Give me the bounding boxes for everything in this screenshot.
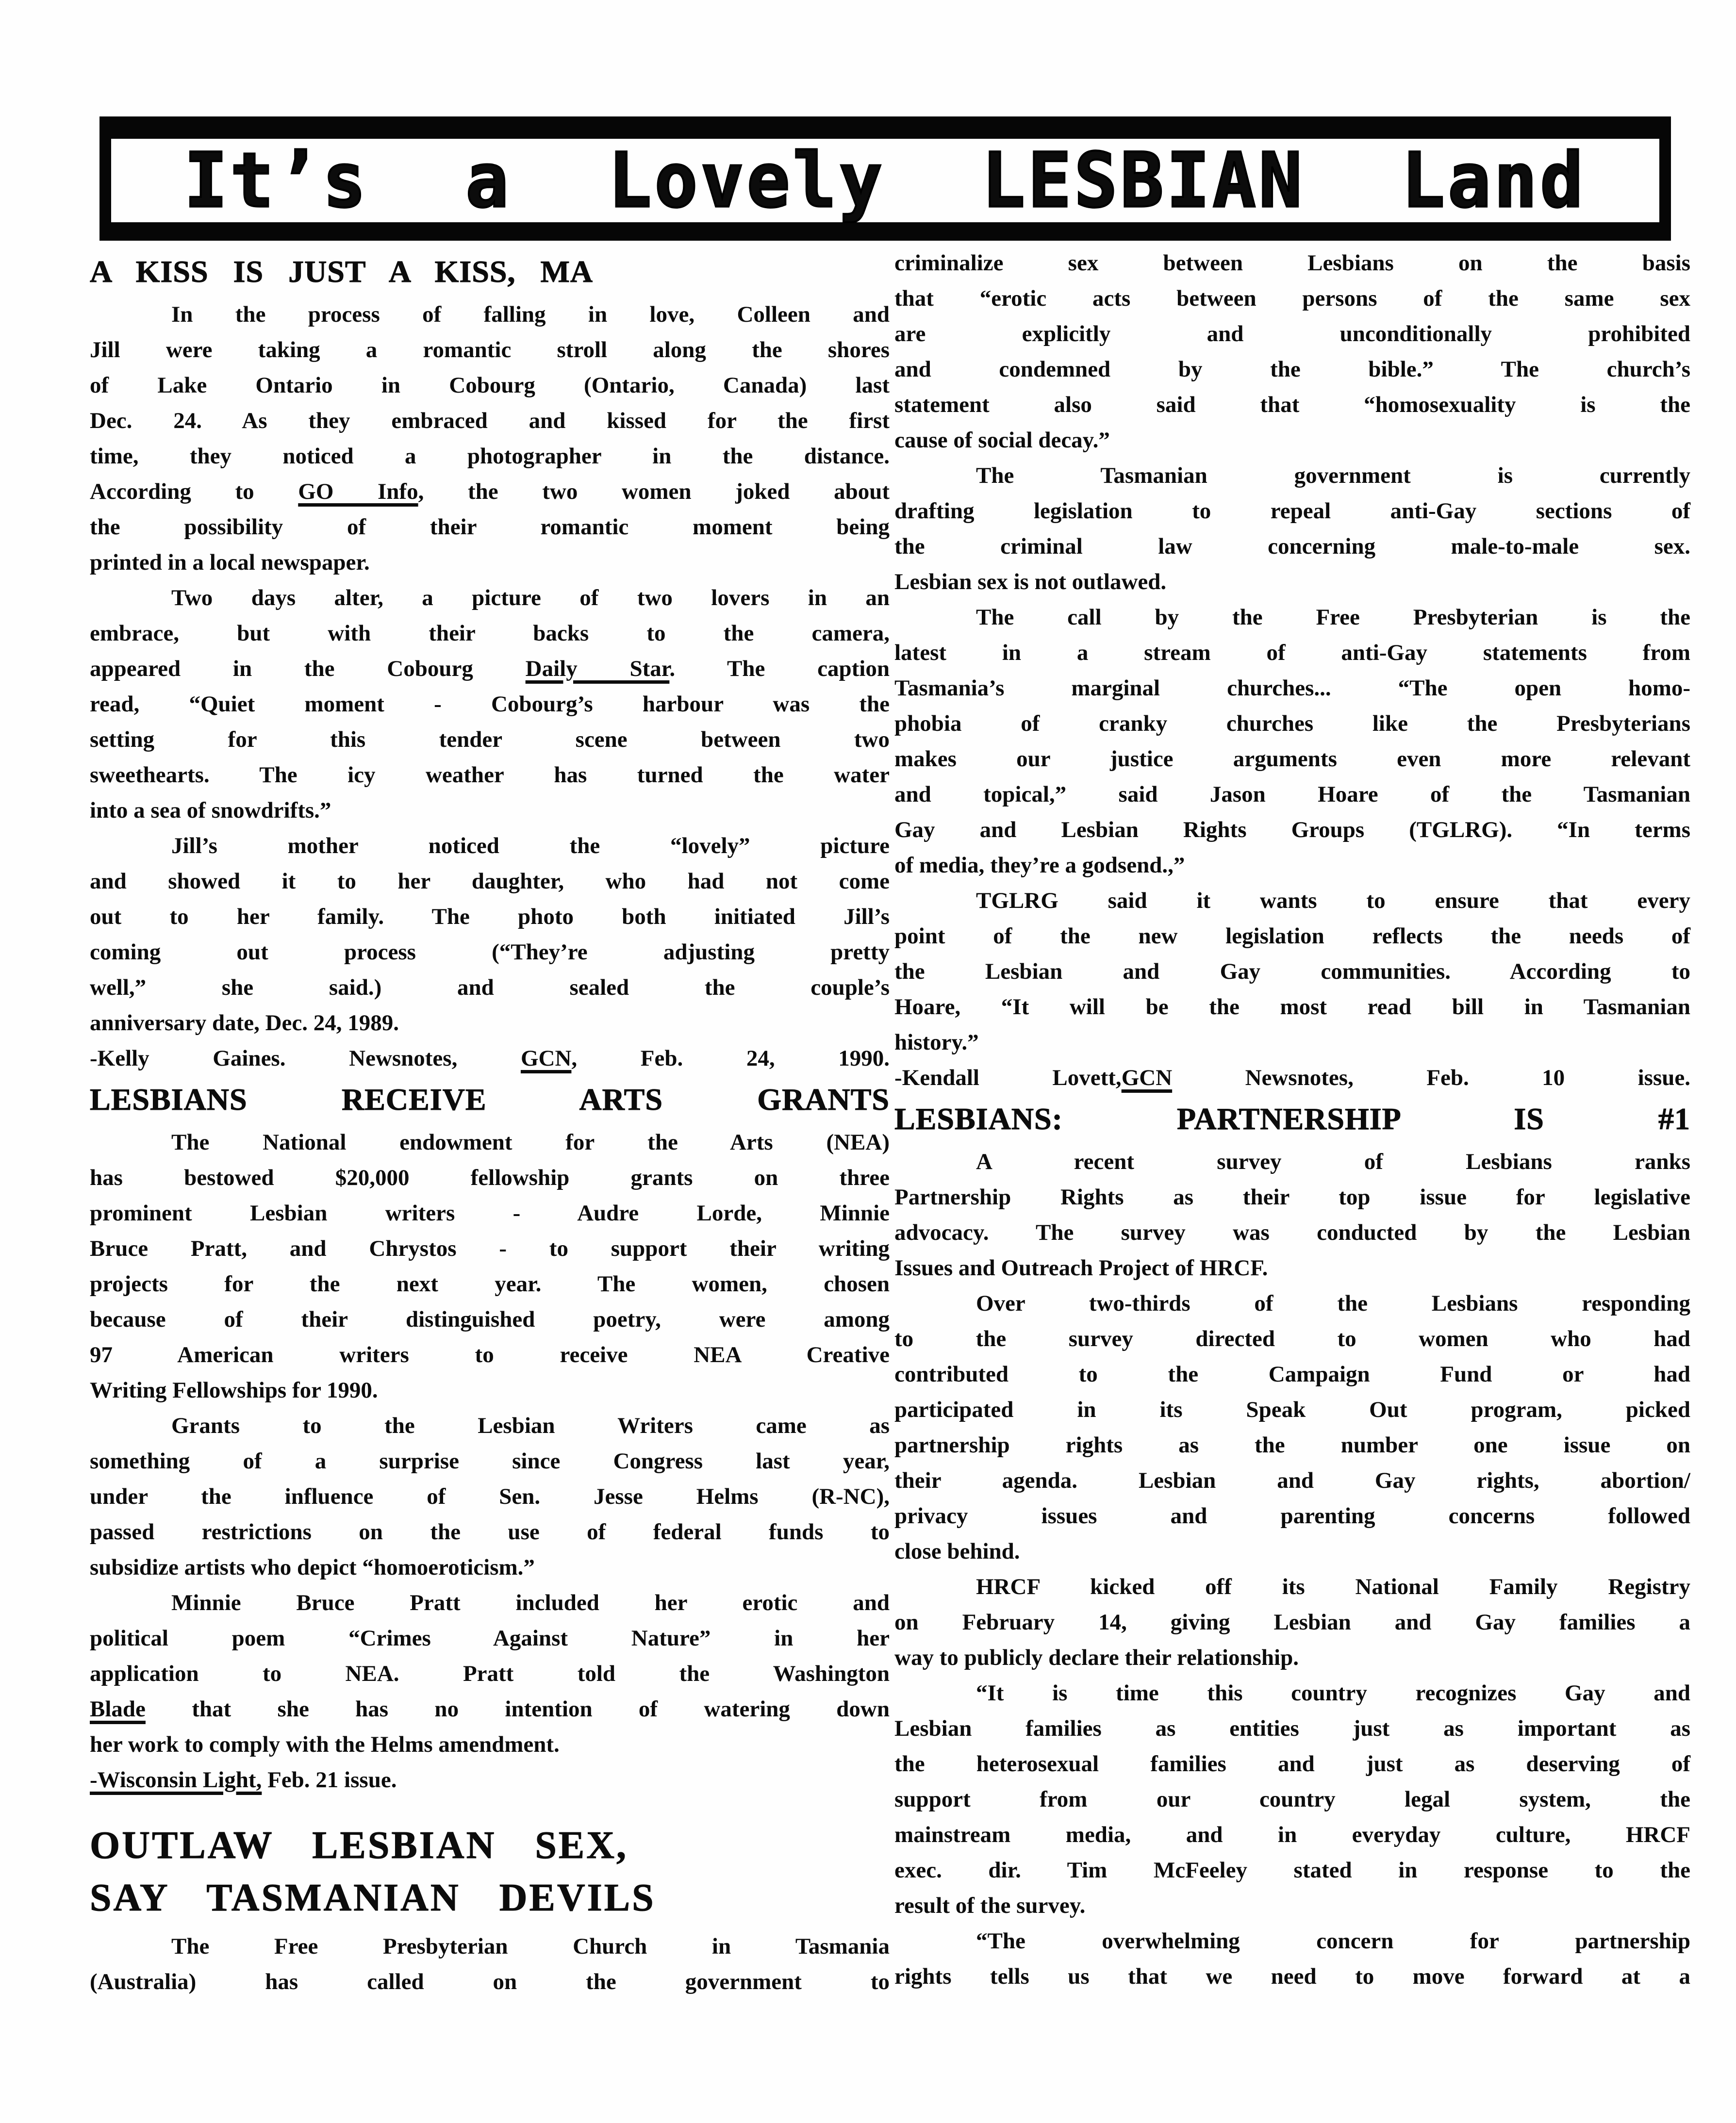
text-segment: way to publicly declare their relationship.: [894, 1645, 1299, 1670]
text-segment: The Free Presbyterian Church in Tasmania: [171, 1934, 890, 1959]
text-line: [90, 1196, 890, 1231]
text-line: [894, 741, 1690, 777]
text-segment: Issues and Outreach Project of HRCF.: [894, 1255, 1268, 1281]
text-line: [894, 1025, 1690, 1060]
text-segment: setting for this tender scene between two: [90, 727, 890, 752]
text-segment: Two days alter, a picture of two lovers in an: [171, 585, 890, 610]
text-line: [90, 651, 890, 687]
text-segment: and topical,” said Jason Hoare of the Tasmanian: [894, 782, 1690, 807]
headline: SAY TASMANIAN DEVILS: [90, 1876, 656, 1919]
text-line: [894, 1817, 1690, 1853]
text-segment: Over two-thirds of the Lesbians responding: [976, 1291, 1690, 1316]
text-segment: advocacy. The survey was conducted by the Lesbian: [894, 1220, 1690, 1245]
spacer: [90, 1798, 890, 1818]
text-segment: and showed it to her daughter, who had not come: [90, 869, 890, 894]
text-line: [894, 1605, 1690, 1640]
text-segment: Gay and Lesbian Rights Groups (TGLRG). “In terms: [894, 817, 1690, 842]
text-line: [894, 600, 1690, 635]
headline: LESBIANS RECEIVE ARTS GRANTS: [90, 1082, 890, 1117]
text-line: [90, 1337, 890, 1373]
text-segment: the possibility of their romantic moment being: [90, 514, 890, 540]
headline: OUTLAW LESBIAN SEX,: [90, 1824, 628, 1867]
text-line: [894, 1711, 1690, 1746]
text-segment: participated in its Speak Out program, picked: [894, 1397, 1690, 1422]
text-segment: her work to comply with the Helms amendment.: [90, 1732, 560, 1757]
text-segment: political poem “Crimes Against Nature” in her: [90, 1626, 890, 1651]
text-line: [894, 1676, 1690, 1711]
text-segment: their agenda. Lesbian and Gay rights, abortion/: [894, 1468, 1690, 1493]
text-segment: and condemned by the bible.” The church’s: [894, 357, 1690, 382]
text-segment: subsidize artists who depict “homoeroticism.”: [90, 1555, 535, 1580]
text-line: [90, 332, 890, 368]
text-line: [90, 1585, 890, 1621]
underlined-text: GCN: [520, 1046, 572, 1071]
text-line: [894, 1853, 1690, 1888]
text-line: [90, 1964, 890, 2000]
text-line: [90, 545, 890, 580]
text-line: [894, 812, 1690, 848]
text-line: [90, 899, 890, 935]
text-line: [894, 1251, 1690, 1286]
text-line: [894, 1498, 1690, 1534]
text-line: [894, 564, 1690, 600]
text-line: [894, 919, 1690, 954]
text-segment: of Lake Ontario in Cobourg (Ontario, Canada) last: [90, 373, 890, 398]
underlined-text: -Wisconsin Light,: [90, 1767, 262, 1793]
right-column: [894, 246, 1690, 1994]
article-heading: [894, 1097, 1690, 1141]
text-line: [90, 1444, 890, 1479]
article-heading: [90, 249, 890, 294]
text-line: [90, 1408, 890, 1444]
text-segment: the criminal law concerning male-to-male sex.: [894, 534, 1690, 559]
text-segment: drafting legislation to repeal anti-Gay sections of: [894, 498, 1690, 524]
text-segment: read, “Quiet moment - Cobourg’s harbour was the: [90, 691, 890, 717]
text-line: [90, 474, 890, 510]
text-segment: sweethearts. The icy weather has turned the water: [90, 762, 890, 788]
text-segment: privacy issues and parenting concerns followed: [894, 1503, 1690, 1529]
text-line: [90, 864, 890, 899]
text-segment: result of the survey.: [894, 1893, 1086, 1918]
text-line: [894, 706, 1690, 741]
left-column: [90, 248, 890, 2000]
text-line: [894, 1215, 1690, 1251]
text-segment: “It is time this country recognizes Gay and: [976, 1680, 1690, 1706]
text-line: [90, 616, 890, 651]
text-segment: to the survey directed to women who had: [894, 1326, 1690, 1351]
text-line: [894, 1746, 1690, 1782]
text-segment: cause of social decay.”: [894, 428, 1110, 453]
text-segment: . The caption: [669, 656, 890, 681]
text-segment: projects for the next year. The women, chosen: [90, 1271, 890, 1297]
text-segment: rights tells us that we need to move forward at a: [894, 1964, 1690, 1989]
text-segment: phobia of cranky churches like the Presbyterians: [894, 711, 1690, 736]
text-segment: A recent survey of Lesbians ranks: [976, 1149, 1690, 1174]
underlined-text: GO Info: [298, 479, 418, 504]
text-segment: Jill were taking a romantic stroll along the shores: [90, 337, 890, 362]
underlined-text: Blade: [90, 1696, 146, 1722]
text-line: [894, 777, 1690, 812]
text-line: [894, 671, 1690, 706]
text-line: [894, 954, 1690, 989]
text-segment: Writing Fellowships for 1990.: [90, 1378, 378, 1403]
text-segment: contributed to the Campaign Fund or had: [894, 1362, 1690, 1387]
article-heading: [90, 1819, 890, 1924]
text-line: [894, 1144, 1690, 1180]
text-line: [894, 352, 1690, 387]
text-segment: under the influence of Sen. Jesse Helms (R-NC),: [90, 1484, 890, 1509]
text-segment: HRCF kicked off its National Family Registry: [976, 1574, 1690, 1599]
text-line: [90, 757, 890, 793]
text-line: [90, 828, 890, 864]
text-segment: into a sea of snowdrifts.”: [90, 798, 331, 823]
text-line: [894, 1888, 1690, 1924]
text-line: [894, 1640, 1690, 1676]
text-line: [90, 1267, 890, 1302]
text-line: [894, 848, 1690, 883]
text-line: [90, 722, 890, 757]
text-line: [90, 1514, 890, 1550]
text-segment: Tasmania’s marginal churches... “The open homo-: [894, 675, 1690, 701]
headline: A KISS IS JUST A KISS, MA: [90, 254, 594, 289]
text-segment: Grants to the Lesbian Writers came as: [171, 1413, 890, 1438]
text-segment: “The overwhelming concern for partnership: [976, 1928, 1690, 1954]
text-line: [894, 1463, 1690, 1498]
underlined-text: Daily Star: [525, 656, 670, 681]
text-segment: something of a surprise since Congress last year,: [90, 1448, 890, 1474]
text-line: [90, 580, 890, 616]
text-segment: Feb. 21 issue.: [262, 1767, 397, 1793]
text-line: [894, 458, 1690, 494]
text-segment: statement also said that “homosexuality is the: [894, 392, 1690, 417]
text-segment: The Tasmanian government is currently: [976, 463, 1690, 488]
text-segment: The National endowment for the Arts (NEA): [171, 1130, 890, 1155]
page-title: It’s a Lovely LESBIAN Land: [184, 136, 1587, 225]
text-line: [894, 1782, 1690, 1817]
text-segment: -Kendall Lovett,: [894, 1065, 1122, 1090]
text-segment: Partnership Rights as their top issue for legislative: [894, 1185, 1690, 1210]
text-line: [894, 883, 1690, 919]
text-line: [894, 423, 1690, 458]
text-segment: Hoare, “It will be the most read bill in Tasmanian: [894, 994, 1690, 1020]
text-line: [90, 1550, 890, 1585]
text-line: [90, 368, 890, 403]
text-line: [894, 1534, 1690, 1569]
text-line: [90, 1692, 890, 1727]
text-line: [90, 1125, 890, 1160]
text-line: [894, 1392, 1690, 1428]
text-segment: TGLRG said it wants to ensure that every: [976, 888, 1690, 913]
text-line: [90, 1160, 890, 1196]
text-line: [894, 1924, 1690, 1959]
text-line: [894, 1180, 1690, 1215]
text-line: [894, 1428, 1690, 1463]
text-segment: time, they noticed a photographer in the distance.: [90, 444, 890, 469]
text-segment: of media, they’re a godsend.,”: [894, 853, 1185, 878]
text-line: [90, 439, 890, 474]
text-segment: point of the new legislation reflects the needs of: [894, 923, 1690, 949]
text-segment: prominent Lesbian writers - Audre Lorde, Minnie: [90, 1201, 890, 1226]
masthead-box: [99, 116, 1671, 241]
text-line: [90, 970, 890, 1005]
text-line: [90, 935, 890, 970]
text-segment: Minnie Bruce Pratt included her erotic and: [171, 1590, 890, 1615]
text-line: [894, 1569, 1690, 1605]
text-line: [90, 510, 890, 545]
text-segment: close behind.: [894, 1539, 1020, 1564]
text-segment: In the process of falling in love, Colleen and: [171, 302, 890, 327]
text-line: [90, 1302, 890, 1337]
text-segment: that she has no intention of watering down: [145, 1696, 890, 1722]
text-line: [894, 387, 1690, 423]
text-line: [894, 316, 1690, 352]
text-line: [90, 687, 890, 722]
text-segment: latest in a stream of anti-Gay statements from: [894, 640, 1690, 665]
text-line: [90, 1231, 890, 1267]
text-line: [894, 529, 1690, 564]
text-segment: Dec. 24. As they embraced and kissed for the first: [90, 408, 890, 433]
text-line: [90, 403, 890, 439]
underlined-text: GCN: [1121, 1065, 1173, 1090]
text-line: [894, 989, 1690, 1025]
text-line: [90, 1005, 890, 1041]
text-segment: out to her family. The photo both initiated Jill’s: [90, 904, 890, 929]
text-line: [894, 494, 1690, 529]
text-line: [894, 1321, 1690, 1357]
text-line: [90, 1621, 890, 1656]
text-line: [894, 635, 1690, 671]
text-segment: passed restrictions on the use of federal funds to: [90, 1519, 890, 1545]
text-segment: Lesbian families as entities just as important as: [894, 1716, 1690, 1741]
text-segment: history.”: [894, 1030, 979, 1055]
text-segment: coming out process (“They’re adjusting pretty: [90, 939, 890, 965]
text-segment: Jill’s mother noticed the “lovely” picture: [171, 833, 890, 858]
text-segment: well,” she said.) and sealed the couple’s: [90, 975, 890, 1000]
text-line: [90, 1727, 890, 1762]
text-segment: partnership rights as the number one issue on: [894, 1432, 1690, 1458]
attribution-line: [90, 1041, 890, 1076]
text-line: [894, 1357, 1690, 1392]
text-segment: criminalize sex between Lesbians on the basis: [894, 250, 1690, 276]
text-segment: Lesbian sex is not outlawed.: [894, 569, 1167, 594]
article-heading: [90, 1077, 890, 1122]
attribution-line: [90, 1762, 890, 1798]
text-segment: -Kelly Gaines. Newsnotes,: [90, 1046, 521, 1071]
text-line: [90, 1929, 890, 1964]
text-line: [90, 793, 890, 828]
text-line: [894, 1959, 1690, 1994]
text-segment: exec. dir. Tim McFeeley stated in response to the: [894, 1858, 1690, 1883]
text-line: [894, 1286, 1690, 1321]
text-segment: has bestowed $20,000 fellowship grants on three: [90, 1165, 890, 1190]
attribution-line: [894, 1060, 1690, 1096]
text-segment: the Lesbian and Gay communities. According to: [894, 959, 1690, 984]
text-segment: The call by the Free Presbyterian is the: [976, 605, 1690, 630]
text-segment: Bruce Pratt, and Chrystos - to support their writing: [90, 1236, 890, 1261]
text-segment: , Feb. 24, 1990.: [571, 1046, 890, 1071]
text-segment: According to: [90, 479, 298, 504]
text-line: [90, 1479, 890, 1514]
text-line: [894, 246, 1690, 281]
text-line: [90, 1656, 890, 1692]
text-segment: support from our country legal system, the: [894, 1787, 1690, 1812]
text-segment: that “erotic acts between persons of the same sex: [894, 286, 1690, 311]
text-segment: 97 American writers to receive NEA Creative: [90, 1342, 890, 1367]
text-line: [90, 1373, 890, 1408]
text-segment: Newsnotes, Feb. 10 issue.: [1172, 1065, 1691, 1090]
text-segment: mainstream media, and in everyday culture, HRCF: [894, 1822, 1690, 1847]
text-segment: (Australia) has called on the government to: [90, 1969, 890, 1994]
text-line: [894, 281, 1690, 316]
text-segment: on February 14, giving Lesbian and Gay families a: [894, 1610, 1690, 1635]
text-segment: appeared in the Cobourg: [90, 656, 526, 681]
text-segment: embrace, but with their backs to the camera,: [90, 621, 890, 646]
text-line: [90, 297, 890, 332]
text-segment: anniversary date, Dec. 24, 1989.: [90, 1010, 399, 1036]
text-segment: the heterosexual families and just as deserving of: [894, 1751, 1690, 1777]
text-segment: application to NEA. Pratt told the Washington: [90, 1661, 890, 1686]
text-segment: makes our justice arguments even more relevant: [894, 746, 1690, 772]
text-segment: are explicitly and unconditionally prohibited: [894, 321, 1690, 346]
headline: LESBIANS: PARTNERSHIP IS #1: [894, 1102, 1690, 1136]
text-segment: , the two women joked about: [418, 479, 890, 504]
text-segment: because of their distinguished poetry, were among: [90, 1307, 890, 1332]
text-segment: printed in a local newspaper.: [90, 550, 370, 575]
